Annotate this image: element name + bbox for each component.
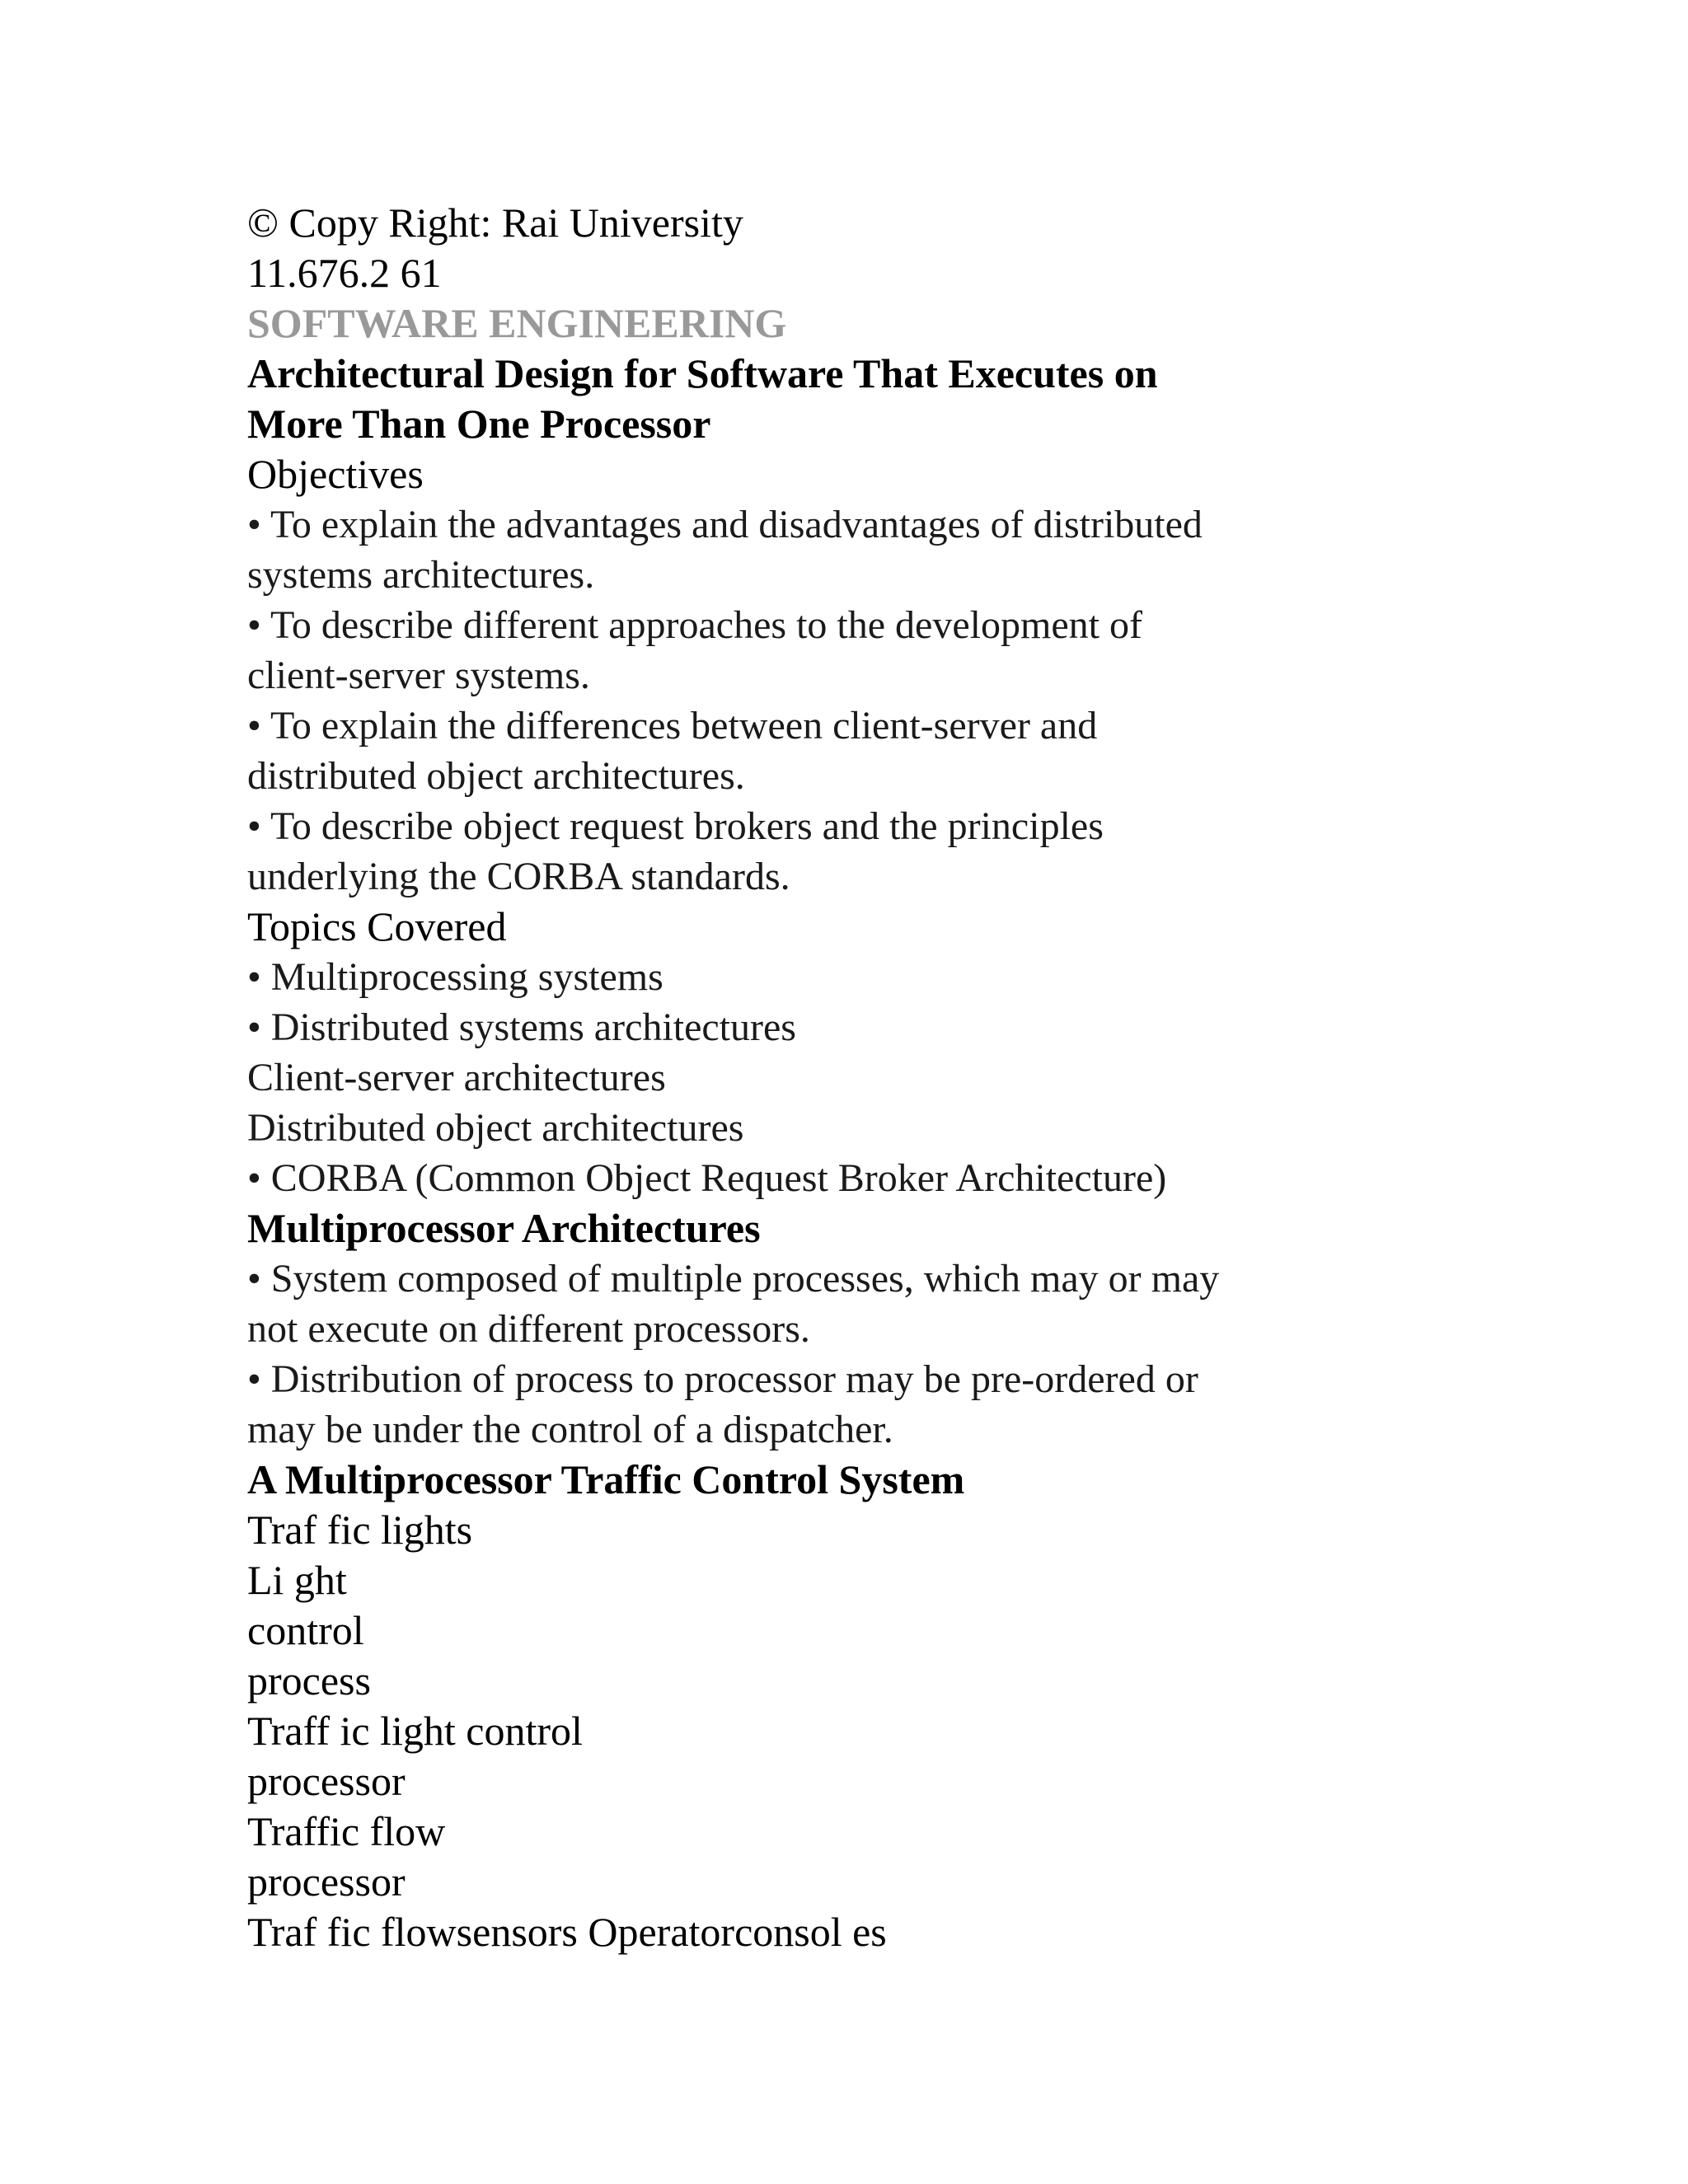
course-title: SOFTWARE ENGINEERING: [247, 300, 787, 346]
traffic-line: process: [247, 1657, 371, 1704]
page-reference: 11.676.2 61: [247, 250, 442, 296]
objectives-line: client-server systems.: [247, 654, 590, 697]
copyright-line: © Copy Right: Rai University: [247, 199, 743, 246]
objectives-line: systems architectures.: [247, 553, 595, 597]
multiprocessor-line: • Distribution of process to processor may be pre-ordered or: [247, 1357, 1198, 1401]
topics-line: Distributed object architectures: [247, 1106, 744, 1150]
multiprocessor-line: may be under the control of a dispatcher.: [247, 1408, 893, 1451]
objectives-line: • To describe object request brokers and the principles: [247, 804, 1104, 848]
objectives-line: • To describe different approaches to the development of: [247, 603, 1142, 647]
document-page: [247, 198, 1566, 1957]
objectives-line: • To explain the differences between client-server and: [247, 704, 1098, 748]
traffic-line: Traf fic lights: [247, 1507, 473, 1553]
traffic-line: Traf fic flowsensors Operatorconsol es: [247, 1909, 887, 1955]
traffic-line: processor: [247, 1758, 406, 1804]
traffic-line: control: [247, 1607, 364, 1653]
traffic-line: Traff ic light control: [247, 1708, 583, 1754]
objectives-line: • To explain the advantages and disadvantages of distributed: [247, 503, 1203, 546]
chapter-title-line-1: Architectural Design for Software That Executes on: [247, 350, 1158, 396]
traffic-line: Traffic flow: [247, 1808, 446, 1854]
topics-line: Client-server architectures: [247, 1056, 666, 1099]
objectives-line: underlying the CORBA standards.: [247, 855, 790, 898]
topics-line: • Multiprocessing systems: [247, 955, 663, 999]
objectives-heading: Objectives: [247, 451, 424, 497]
multiprocessor-line: • System composed of multiple processes, which may or may: [247, 1257, 1220, 1301]
topics-line: • Distributed systems architectures: [247, 1005, 796, 1049]
topics-line: • CORBA (Common Object Request Broker Architecture): [247, 1156, 1167, 1200]
objectives-line: distributed object architectures.: [247, 754, 745, 798]
traffic-line: processor: [247, 1858, 406, 1905]
topics-heading: Topics Covered: [247, 903, 507, 949]
multiprocessor-heading: Multiprocessor Architectures: [247, 1205, 761, 1251]
chapter-title-line-2: More Than One Processor: [247, 401, 711, 447]
traffic-heading: A Multiprocessor Traffic Control System: [247, 1456, 965, 1502]
traffic-line: Li ght: [247, 1557, 347, 1603]
multiprocessor-line: not execute on different processors.: [247, 1307, 810, 1351]
